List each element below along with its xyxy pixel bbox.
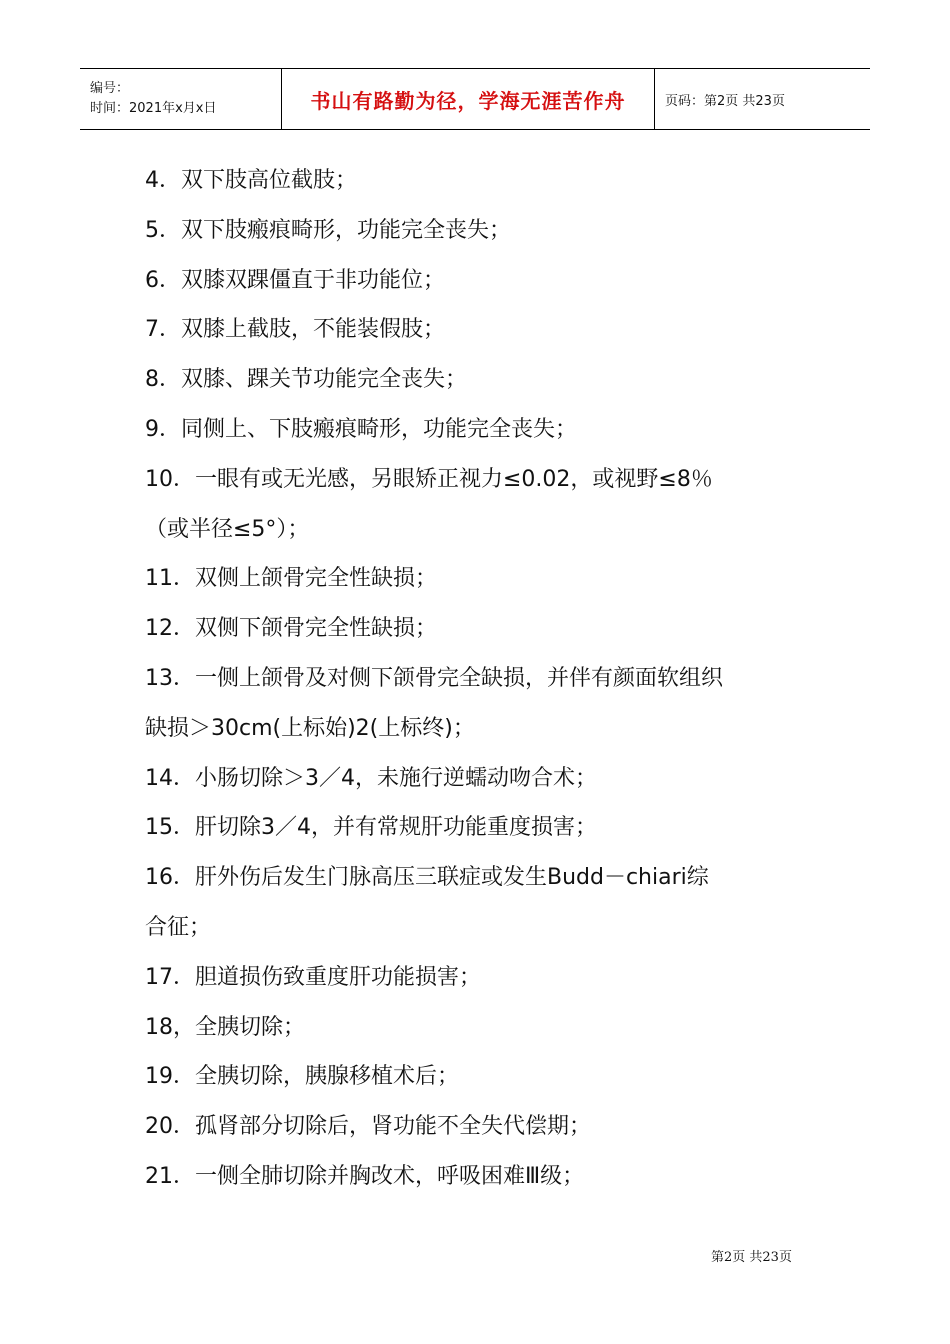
body-line: 20．孤肾部分切除后，肾功能不全失代偿期；: [145, 1114, 591, 1140]
body-line: 11．双侧上颌骨完全性缺损；: [145, 566, 437, 592]
date-line: 时间：2021年x月x日: [90, 101, 217, 116]
header-page-info: 页码：第2页 共23页: [665, 93, 785, 109]
header-page-info-cell: [655, 69, 870, 129]
body-line: 合征；: [145, 914, 212, 940]
body-line: 18，全胰切除；: [145, 1014, 305, 1040]
body-line: 16．肝外伤后发生门脉高压三联症或发生Budd－chiari综: [145, 865, 709, 891]
body-line: 4．双下肢高位截肢；: [145, 168, 357, 193]
document-body: [145, 156, 815, 1202]
body-line: （或半径≤5°）；: [145, 516, 310, 542]
body-line: 10．一眼有或无光感，另眼矫正视力≤0.02，或视野≤8％: [145, 466, 713, 492]
body-line: 13．一侧上颌骨及对侧下颌骨完全缺损，并伴有颜面软组织: [145, 665, 723, 691]
body-line: 5．双下肢瘢痕畸形，功能完全丧失；: [145, 217, 511, 243]
body-line: 21．一侧全肺切除并胸改术，呼吸困难Ⅲ级；: [145, 1163, 585, 1189]
header-motto-cell: [282, 69, 655, 129]
body-line: 14．小肠切除＞3／4，未施行逆蠕动吻合术；: [145, 765, 597, 791]
header-meta: [80, 69, 282, 129]
footer-page-number: 第2页 共23页: [711, 1250, 792, 1265]
body-line: 12．双侧下颌骨完全性缺损；: [145, 616, 437, 642]
body-line: 15．肝切除3／4，并有常规肝功能重度损害；: [145, 815, 597, 841]
body-line: 8．双膝、踝关节功能完全丧失；: [145, 367, 467, 393]
number-label: 编号：: [90, 81, 130, 96]
body-line: 6．双膝双踝僵直于非功能位；: [145, 267, 445, 293]
body-line: 缺损＞30cm(上标始)2(上标终)；: [145, 715, 475, 741]
body-line: 19．全胰切除，胰腺移植术后；: [145, 1064, 459, 1090]
body-line: 9．同侧上、下肢瘢痕畸形，功能完全丧失；: [145, 416, 577, 442]
page-header: [80, 68, 870, 130]
body-line: 17．胆道损伤致重度肝功能损害；: [145, 964, 481, 990]
body-line: 7．双膝上截肢，不能装假肢；: [145, 317, 445, 343]
page-footer: [711, 1246, 792, 1265]
header-motto: 书山有路勤为径，学海无涯苦作舟: [310, 88, 626, 113]
